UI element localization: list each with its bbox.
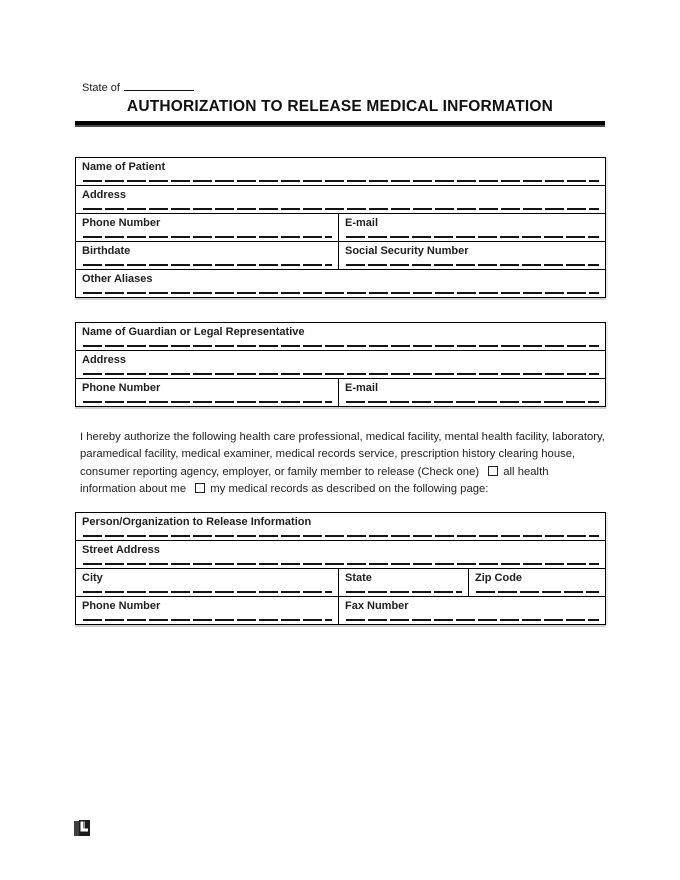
patient-ssn-label: Social Security Number (345, 245, 469, 257)
authorization-paragraph (80, 429, 606, 498)
release-org-label: Person/Organization to Release Information (82, 516, 312, 528)
guardian-phone-label: Phone Number (82, 382, 161, 394)
patient-phone-field[interactable] (83, 236, 332, 238)
table-row (76, 541, 606, 569)
patient-info-table (75, 157, 606, 298)
table-row (76, 513, 606, 541)
patient-email-field[interactable] (346, 236, 599, 238)
release-state-label: State (345, 572, 372, 584)
patient-birthdate-label: Birthdate (82, 245, 131, 257)
guardian-email-label: E-mail (345, 382, 379, 394)
release-zip-field[interactable] (476, 591, 599, 593)
release-street-field[interactable] (83, 563, 599, 565)
patient-phone-label: Phone Number (82, 217, 161, 229)
patient-birthdate-field[interactable] (83, 264, 332, 266)
table-row (76, 351, 606, 379)
state-of-line (82, 80, 194, 94)
guardian-name-field[interactable] (83, 345, 599, 347)
patient-address-label: Address (82, 189, 127, 201)
guardian-email-field[interactable] (346, 401, 599, 403)
page-title: AUTHORIZATION TO RELEASE MEDICAL INFORMATION (126, 98, 554, 115)
table-row (76, 379, 606, 407)
release-org-table (75, 512, 606, 625)
guardian-info-table (75, 322, 606, 407)
guardian-name-label: Name of Guardian or Legal Representative (82, 326, 305, 338)
patient-aliases-label: Other Aliases (82, 273, 153, 285)
release-city-field[interactable] (83, 591, 332, 593)
release-state-field[interactable] (346, 591, 462, 593)
authorization-intro-text: I hereby authorize the following health care professional, medical facility, mental health facility, laboratory, paramedical facility, medical examiner, medical records service, prescription history clearing house, consumer reporting agency, employer, or family member to release (Check one) (80, 431, 605, 478)
patient-name-label: Name of Patient (82, 161, 166, 173)
release-fax-field[interactable] (346, 619, 599, 621)
patient-ssn-field[interactable] (346, 264, 599, 266)
release-phone-field[interactable] (83, 619, 332, 621)
table-row (76, 214, 606, 242)
patient-email-label: E-mail (345, 217, 379, 229)
patient-aliases-field[interactable] (83, 292, 599, 294)
all-health-checkbox[interactable] (488, 466, 498, 476)
patient-name-field[interactable] (83, 180, 599, 182)
guardian-phone-field[interactable] (83, 401, 332, 403)
release-fax-label: Fax Number (345, 600, 409, 612)
all-health-option-text: all health information about me (80, 465, 549, 495)
guardian-address-label: Address (82, 354, 127, 366)
medical-records-option-text: my medical records as described on the following page: (210, 482, 489, 495)
title-divider (75, 121, 605, 127)
table-row (76, 242, 606, 270)
patient-address-field[interactable] (83, 208, 599, 210)
release-phone-label: Phone Number (82, 600, 161, 612)
release-street-label: Street Address (82, 544, 160, 556)
release-city-label: City (82, 572, 103, 584)
state-field[interactable] (124, 80, 194, 91)
table-row (76, 597, 606, 625)
guardian-address-field[interactable] (83, 373, 599, 375)
legaltemplates-logo-icon (74, 820, 90, 836)
table-row (76, 186, 606, 214)
table-row (76, 569, 606, 597)
release-org-field[interactable] (83, 535, 599, 537)
table-row (76, 158, 606, 186)
release-zip-label: Zip Code (475, 572, 523, 584)
table-row (76, 323, 606, 351)
state-of-label: State of (82, 82, 120, 94)
medical-records-checkbox[interactable] (195, 483, 205, 493)
table-row (76, 270, 606, 298)
